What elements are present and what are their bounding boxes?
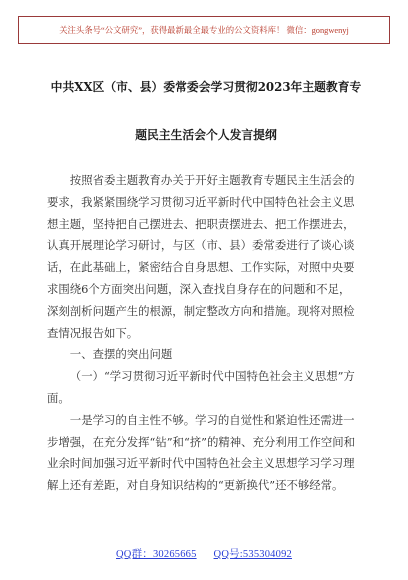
paragraph-point-1: 一是学习的自主性不够。学习的自觉性和紧迫性还需进一步增强，在充分发挥“钻”和“挤”的精神、充分利用工作空间和业余时间加强习近平新时代中国特色社会主义思想学习学习理解上还有差距，对自身知识结构的“更新换代”还不够经常。 [47, 412, 356, 493]
footer-contacts [0, 546, 408, 561]
footer-qq-group[interactable]: QQ群：30265665 [116, 549, 197, 560]
document-title-line-1: 中共XX区（市、县）委常委会学习贯彻2023年主题教育专 [50, 80, 362, 94]
section-heading: 一、查摆的突出问题 [69, 347, 173, 362]
banner-text: 关注头条号“公文研究”，获得最新最全最专业的公文资料库！ 微信：gongwenyj [59, 26, 349, 35]
document-body [47, 170, 357, 497]
document-title-line-2: 题民主生活会个人发言提纲 [135, 128, 277, 142]
subsection-heading: （一）“学习贯彻习近平新时代中国特色社会主义思想”方面。 [47, 369, 355, 405]
paragraph-intro: 按照省委主题教育办关于开好主题教育专题民主生活会的要求，我紧紧围绕学习贯彻习近平新时代中国特色社会主义思想主题，坚持把自己摆进去、把职责摆进去、把工作摆进去，认真开展理论学习研讨，与区（市、县）委常委进行了谈心谈话，在此基础上，紧密结合自身思想、工作实际，对照中央要求围绕6个方面突出问题，深入查找自身存在的问题和不足，深刻剖析问题产生的根源，制定整改方向和措施。现将对照检查情况报告如下。 [47, 173, 355, 340]
footer-qq-number[interactable]: QQ号:535304092 [213, 549, 292, 560]
header-banner [18, 16, 390, 44]
